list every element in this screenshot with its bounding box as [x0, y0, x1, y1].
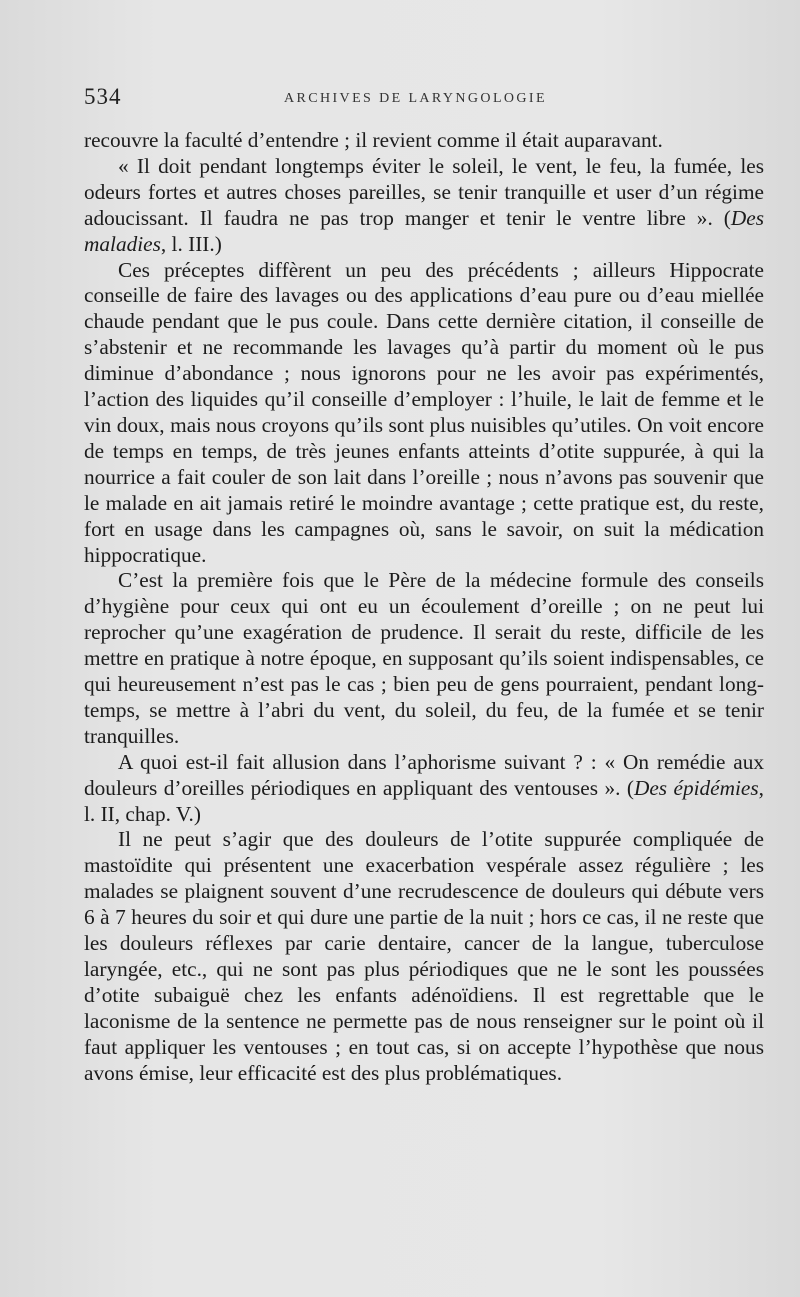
- paragraph-4: C’est la première fois que le Père de la médecine formule des conseils d’hygiène pour ceux qui ont eu un écoulement d’oreille ; on ne peut lui reprocher qu’une exagération de prudence. Il serait du reste, difficile de les mettre en pratique à notre époque, en supposant qu’ils soient indispensables, ce qui heureusement n’est pas le cas ; bien peu de gens pourraient, pendant longtemps, se mettre à l’abri du vent, du soleil, du feu, de la fumée et se tenir tranquilles.: [84, 568, 764, 748]
- paragraph-2: [84, 154, 764, 258]
- citation-reference: , l. II, chap. V.): [84, 775, 764, 826]
- citation-title: Des épidémies: [633, 775, 759, 800]
- paragraph-3: Ces préceptes diffèrent un peu des précédents ; ailleurs Hippocrate conseille de faire des lavages ou des applications d’eau pure ou d’eau miellée chaude pendant que le pus coule. Dans cette dernière citation, il conseille de s’abstenir et ne recommande les lavages qu’à partir du moment où le pus diminue d’abondance ; nous ignorons pour ne les avoir pas expérimentés, l’action des liquides qu’il conseille d’employer : l’huile, le lait de femme et le vin doux, mais nous croyons qu’ils sont plus nuisibles qu’utiles. On voit encore de temps en temps, de très jeunes enfants atteints d’otite suppurée, à qui la nourrice a fait couler de son lait dans l’oreille ; nous n’avons pas souvenir que le malade en ait jamais retiré le moindre avantage ; cette pratique est, du reste, fort en usage dans les campagnes où, sans le savoir, on suit la médication hippocratique.: [84, 257, 764, 567]
- citation-title: Des maladies: [84, 205, 764, 256]
- paragraph-6: Il ne peut s’agir que des douleurs de l’otite suppurée compliquée de mastoïdite qui présentent une exacerbation vespérale assez régulière ; les malades se plaignent souvent d’une recrudescence de douleurs qui débute vers 6 à 7 heures du soir et qui dure une partie de la nuit ; hors ce cas, il ne reste que les douleurs réflexes par carie dentaire, cancer de la langue, tuberculose laryngée, etc., qui ne sont pas plus périodiques que ne le sont les poussées d’otite subaiguë chez les enfants adénoïdiens. Il est regrettable que le laconisme de la sentence ne permette pas de nous renseigner sur le point où il faut appliquer les ventouses ; en tout cas, si on accepte l’hypothèse que nous avons émise, leur efficacité est des plus problématiques.: [84, 827, 764, 1085]
- paragraph-5: [84, 750, 764, 828]
- running-head: ARCHIVES DE LARYNGOLOGIE: [284, 91, 547, 106]
- citation-reference: , l. III.): [160, 231, 222, 256]
- body-text: [84, 128, 764, 1087]
- page-header: [84, 84, 764, 114]
- aphorism-text: A quoi est-il fait allusion dans l’aphorisme suivant ? : « On remédie aux douleurs d’oreilles périodiques en appliquant des ventouses ». (: [84, 749, 764, 800]
- page-number: 534: [84, 84, 122, 109]
- quote-text: « Il doit pendant longtemps éviter le soleil, le vent, le feu, la fumée, les odeurs fortes et autres choses pareilles, se tenir tranquille et user d’un régime adoucissant. Il faudra ne pas trop manger et tenir le ventre libre ». (: [84, 153, 764, 230]
- paragraph-1: recouvre la faculté d’entendre ; il revient comme il était auparavant.: [84, 128, 663, 152]
